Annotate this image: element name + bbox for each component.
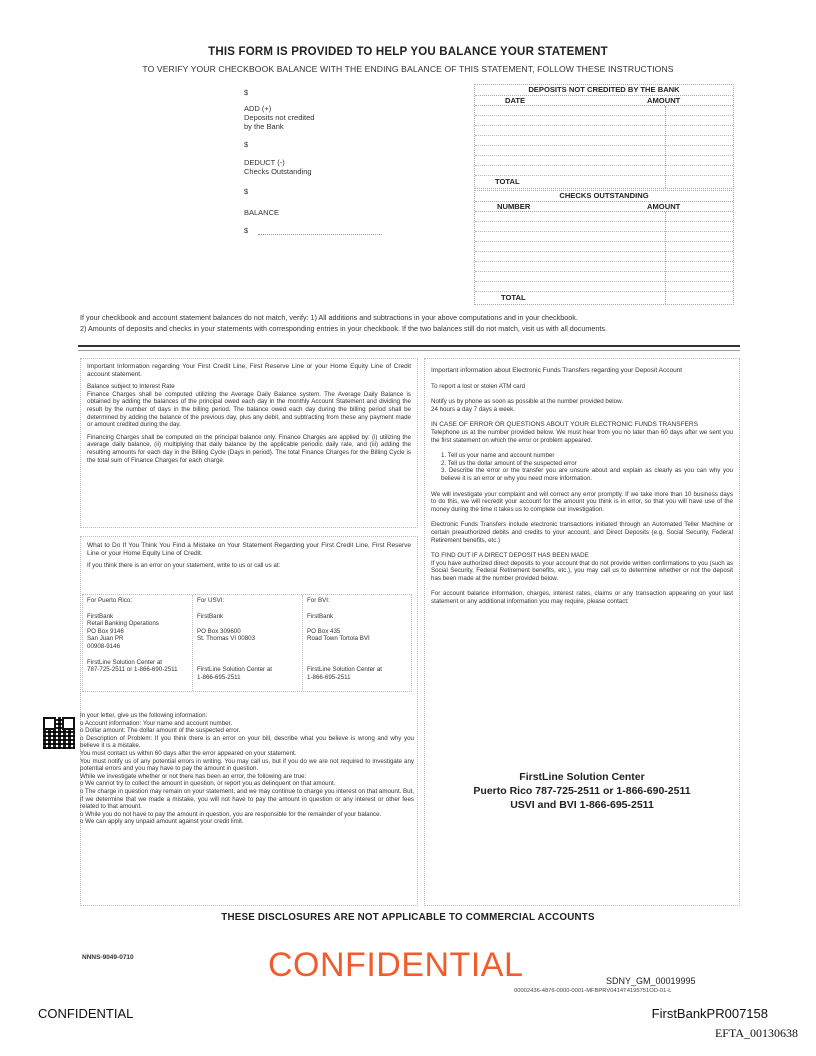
firstline-center-name: FirstLine Solution Center	[519, 771, 645, 783]
commercial-disclaimer: THESE DISCLOSURES ARE NOT APPLICABLE TO COMMERCIAL ACCOUNTS	[221, 912, 595, 923]
list-item: o The charge in question may remain on your statement, and we may continue to charge you interest on that amount. But, if we determine that we made a mistake, you will not have to pay the amount in question or any interest or other fees related to that amount.	[80, 787, 414, 811]
footer-bates: FirstBankPR007158	[651, 1006, 768, 1021]
checks-amount-header: AMOUNT	[647, 202, 681, 211]
credit-info-subheading: Balance subject to Interest Rate	[87, 383, 175, 391]
contact-pr-line: San Juan PR	[87, 635, 124, 643]
eft-hours: 24 hours a day 7 days a week.	[431, 405, 515, 413]
add-label: ADD (+)	[244, 104, 272, 113]
list-item: o While you do not have to pay the amount in question, you are responsible for the remainder of your balance.	[80, 810, 382, 818]
table-row[interactable]	[475, 262, 733, 272]
credit-info-para-2: Financing Charges shall be computed on the principal balance only. Finance Charges are applied by: (i) utilizing the average daily balance, (ii) multiplying that daily balance by the applicable periodic daily rate, and (iii) adding the resulting amounts for each day in the Billing Cycle (Days in period). The total Finance Charges for the Billing Cycle is the total sum of Finance Charges for each charge.	[87, 433, 411, 464]
list-item: o We cannot try to collect the amount in question, or report you as delinquent on that amount.	[80, 780, 336, 788]
checks-rows	[475, 212, 733, 304]
add-desc-1: Deposits not credited	[244, 113, 315, 122]
letter-instructions	[80, 712, 414, 826]
table-row[interactable]	[475, 232, 733, 242]
contact-address-table	[82, 594, 412, 692]
footer-efta: EFTA_00130638	[714, 1026, 798, 1040]
contact-pr-line: PO Box 9146	[87, 627, 124, 635]
dollar-sign-4: $	[244, 226, 249, 235]
list-item: 2. Tell us the dollar amount of the suspected error	[441, 459, 577, 467]
contact-pr-phone: 787-725-2511 or 1-866-690-2511	[87, 666, 178, 674]
contact-usvi-line: PO Box 309600	[197, 627, 241, 635]
eft-info-box	[424, 358, 740, 906]
dollar-sign-2: $	[244, 140, 249, 149]
dollar-sign-1: $	[244, 88, 249, 97]
contact-bvi-center: FirstLine Solution Center at	[307, 666, 382, 674]
contact-pr	[83, 595, 193, 691]
barcode-text: 00002436-4876-0000-0001-MFBPRV0414T4195751OD-01-L	[514, 988, 672, 994]
table-row[interactable]	[475, 136, 733, 146]
list-item: 3. Describe the error or the transfer you are unsure about and explain as clearly as you can why you believe it is an error or why you need more information.	[441, 467, 733, 482]
deposits-table-title: DEPOSITS NOT CREDITED BY THE BANK	[475, 85, 733, 96]
balance-form	[244, 86, 464, 246]
table-row[interactable]	[475, 252, 733, 262]
verify-line-2: 2) Amounts of deposits and checks in your statements with corresponding entries in your checkbook. If the two balances still do not match, visit us with all documents.	[80, 324, 607, 333]
contact-pr-line: Retail Banking Operations	[87, 620, 159, 628]
contact-bvi-line: PO Box 435	[307, 627, 341, 635]
eft-case-heading: IN CASE OF ERROR OR QUESTIONS ABOUT YOUR ELECTRONIC FUNDS TRANSFERS	[431, 421, 698, 429]
confidential-stamp: CONFIDENTIAL	[268, 946, 524, 984]
list-item: While we investigate whether or not there has been an error, the following are true:	[80, 772, 307, 780]
credit-info-para-1: Finance Charges shall be computed utilizing the Average Daily Balance system. The Average Daily Balance is obtained by adding the balances of the principal owed each day in the monthly Account Statement and dividing the result by the number of days in the billing period. The balance owed each day during the billing period shall be determined by adding the balance of the previous day, plus any debit, and subtracting from these any payment made or amount credited during the day.	[87, 390, 411, 429]
checks-number-header: NUMBER	[497, 202, 531, 211]
mistake-heading: What to Do If You Think You Find a Mistake on Your Statement Regarding your First Credit Line, First Reserve Line or your Home Equity Line of Credit.	[87, 542, 411, 557]
contact-bvi-title: For BVI:	[307, 597, 330, 604]
list-item: 1. Tell us your name and account number	[441, 452, 555, 460]
section-divider-thin	[78, 350, 740, 351]
add-desc-2: by the Bank	[244, 122, 284, 131]
deduct-desc: Checks Outstanding	[244, 167, 312, 176]
deposits-amount-header: AMOUNT	[647, 96, 681, 105]
eft-definition: Electronic Funds Transfers include electronic transactions initiated through an Automated Teller Machine or certain preauthorized debits and credits to your account, and Direct Deposits (e.g. Social Security, Federal Retirement benefits, etc.)	[431, 521, 733, 544]
eft-investigate: We will investigate your complaint and will correct any error promptly. If we take more than 10 business days to do this, we will recredit your account for the amount you think is in error, so that you will have use of the money during the time it takes us to complete our investigation.	[431, 490, 733, 513]
eft-heading: Important information about Electronic Funds Transfers regarding your Deposit Account	[431, 367, 683, 374]
letter-intro: In your letter, give us the following information:	[80, 712, 208, 719]
table-row[interactable]	[475, 166, 733, 176]
deposits-not-credited-table	[474, 84, 734, 189]
list-item: o Description of Problem: If you think there is an error on your bill, describe what you believe is wrong and why you believe it is a mistake.	[80, 734, 414, 750]
credit-info-heading: Important Information regarding Your First Credit Line, First Reserve Line or your Home Equity Line of Credit account statement.	[87, 363, 411, 378]
list-item: You must notify us of any potential errors in writing. You may call us, but if you do we are not required to investigate any potential errors and you may have to pay the amount in question.	[80, 757, 414, 773]
table-row[interactable]	[475, 156, 733, 166]
deposits-date-header: DATE	[505, 96, 526, 105]
contact-pr-line: FirstBank	[87, 612, 114, 620]
checks-table-header	[475, 202, 733, 212]
sdny-code: SDNY_GM_00019995	[606, 976, 696, 986]
eft-notify: Notify us by phone as soon as possible at the number provided below.	[431, 398, 623, 406]
table-row[interactable]	[475, 272, 733, 282]
contact-pr-line: 00908-9146	[87, 642, 121, 650]
deposits-rows	[475, 106, 733, 188]
firstline-center-usvi: USVI and BVI 1-866-695-2511	[510, 799, 654, 811]
form-title: THIS FORM IS PROVIDED TO HELP YOU BALANCE YOUR STATEMENT	[208, 46, 608, 58]
contact-usvi-phone: 1-866-695-2511	[197, 673, 241, 681]
table-row[interactable]	[475, 242, 733, 252]
table-row[interactable]	[475, 116, 733, 126]
mistake-intro: If you think there is an error on your statement, write to us or call us at:	[87, 562, 281, 570]
balance-entry-line[interactable]	[258, 234, 382, 235]
deposits-table-header	[475, 96, 733, 106]
table-row[interactable]	[475, 212, 733, 222]
contact-bvi-line: Road Town Tortola BVI	[307, 635, 370, 643]
qr-code-icon	[43, 717, 75, 749]
balance-label: BALANCE	[244, 208, 280, 217]
contact-usvi	[193, 595, 303, 691]
contact-bvi	[303, 595, 413, 691]
firstline-center-block	[424, 770, 740, 812]
dollar-sign-3: $	[244, 187, 249, 196]
deposits-total: TOTAL	[495, 177, 520, 186]
credit-info-box	[80, 358, 418, 528]
list-item: o Account information: Your name and account number.	[80, 719, 233, 727]
table-row[interactable]	[475, 106, 733, 116]
footer-confidential: CONFIDENTIAL	[38, 1006, 134, 1021]
checks-total: TOTAL	[501, 293, 526, 302]
contact-usvi-line: FirstBank	[197, 612, 224, 620]
contact-bvi-phone: 1-866-695-2511	[307, 673, 351, 681]
contact-pr-title: For Puerto Rico:	[87, 597, 133, 604]
contact-usvi-title: For USVI:	[197, 597, 225, 604]
checks-table-title: CHECKS OUTSTANDING	[475, 191, 733, 202]
section-divider	[78, 345, 740, 347]
table-row[interactable]	[475, 282, 733, 292]
eft-direct-text: If you have authorized direct deposits to your account that do not provide written confirmations to you (such as Social Security, Federal Retirement benefits, etc.), you may call us to determine whether or not the deposit has been made at the number provided below.	[431, 559, 733, 582]
form-code: NNNS-9049-0710	[82, 954, 134, 961]
form-subtitle: TO VERIFY YOUR CHECKBOOK BALANCE WITH THE ENDING BALANCE OF THIS STATEMENT, FOLLOW THESE INSTRUCTIONS	[142, 64, 674, 74]
contact-pr-center: FirstLine Solution Center at	[87, 658, 162, 666]
table-row[interactable]	[475, 222, 733, 232]
deduct-label: DEDUCT (-)	[244, 158, 285, 167]
verify-line-1: If your checkbook and account statement balances do not match, verify: 1) All additions and subtractions in your above computations and in your checkbook.	[80, 313, 578, 322]
eft-report: To report a lost or stolen ATM card	[431, 382, 526, 390]
list-item: o Dollar amount: The dollar amount of the suspected error.	[80, 727, 241, 735]
eft-direct-heading: TO FIND OUT IF A DIRECT DEPOSIT HAS BEEN MADE	[431, 552, 589, 560]
list-item: You must contact us within 60 days after the error appeared on your statement.	[80, 749, 297, 757]
table-row[interactable]	[475, 146, 733, 156]
contact-bvi-line: FirstBank	[307, 612, 334, 620]
list-item: o We can apply any unpaid amount against your credit limit.	[80, 818, 244, 826]
firstline-center-pr: Puerto Rico 787-725-2511 or 1-866-690-2511	[473, 785, 691, 797]
contact-usvi-line: St. Thomas VI 00803	[197, 635, 256, 643]
checks-outstanding-table	[474, 190, 734, 305]
eft-case-text: Telephone us at the number provided below. We must hear from you no later than 60 days after we sent you the first statement on which the error or problem appeared.	[431, 428, 733, 444]
contact-usvi-center: FirstLine Solution Center at	[197, 666, 272, 674]
table-row[interactable]	[475, 126, 733, 136]
eft-balance-info: For account balance information, charges, interest rates, claims or any transaction appearing on your last statement or any additional information you may require, please contact:	[431, 590, 733, 606]
